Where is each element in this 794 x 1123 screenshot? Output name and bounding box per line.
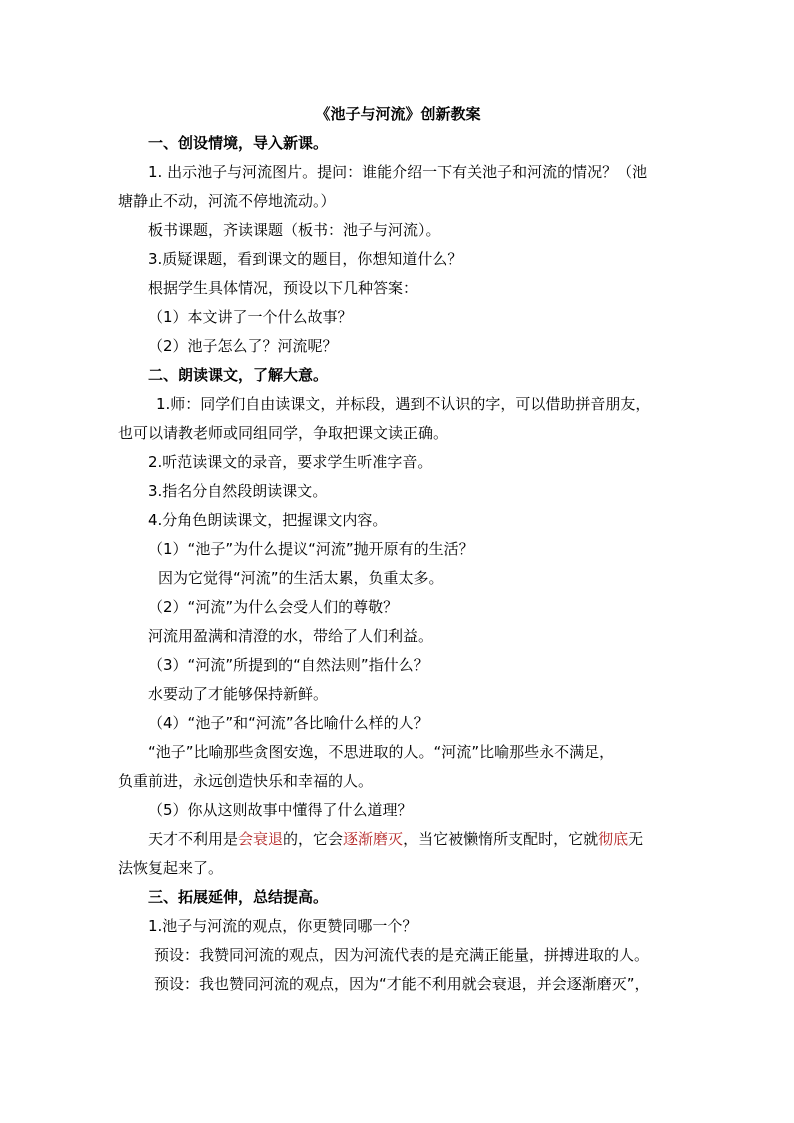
highlighted-phrase: 彻底 [598,830,629,848]
paragraph-line: 3.质疑课题，看到课文的题目，你想知道什么？ [148,250,463,268]
highlighted-phrase: 逐渐磨灭 [343,830,404,848]
paragraph-line: （1）“池子”为什么提议“河流”抛开原有的生活？ [148,540,474,558]
paragraph-line: 4.分角色朗读课文，把握课文内容。 [148,511,388,529]
lesson-plan-body [118,100,678,999]
paragraph-line: 预设：我赞同河流的观点，因为河流代表的是充满正能量，拼搏进取的人。 [154,946,650,964]
paragraph-line: 塘静止不动，河流不停地流动。） [118,192,336,210]
paragraph-line: 负重前进，永远创造快乐和幸福的人。 [118,772,374,790]
text-segment: 的，它会 [283,830,344,848]
paragraph-line: 1.池子与河流的观点，你更赞同哪一个？ [148,917,418,935]
paragraph-line: 也可以请教老师或同组同学，争取把课文读正确。 [118,424,449,442]
paragraph-line: （2）池子怎么了？河流呢？ [148,337,338,355]
document-lines [118,129,678,999]
document-title: 《池子与河流》创新教案 [315,105,481,123]
paragraph-line: 1.师：同学们自由读课文，并标段，遇到不认识的字，可以借助拼音朋友， [156,395,651,413]
section-heading: 三、拓展延伸，总结提高。 [148,888,329,906]
paragraph-line: 1. 出示池子与河流图片。提问：谁能介绍一下有关池子和河流的情况？（池 [148,163,648,181]
paragraph-line: （4）“池子”和“河流”各比喻什么样的人？ [148,714,429,732]
paragraph-line: 板书课题，齐读课题（板书：池子与河流）。 [148,221,441,239]
paragraph-line: 3.指名分自然段朗读课文。 [148,482,328,500]
paragraph-line: 预设：我也赞同河流的观点，因为“才能不利用就会衰退，并会逐渐磨灭”， [154,975,650,993]
section-heading: 二、朗读课文，了解大意。 [148,366,329,384]
section-heading: 一、创设情境，导入新课。 [148,134,329,152]
text-segment: 天才不利用是 [148,830,239,848]
text-segment: ，当它被懒惰所支配时，它就 [403,830,599,848]
text-segment: 无 [628,830,644,848]
paragraph-line: （5）你从这则故事中懂得了什么道理？ [148,801,413,819]
paragraph-line: 2.听范读课文的录音，要求学生听准字音。 [148,453,433,471]
paragraph-line: 水要动了才能够保持新鲜。 [148,685,329,703]
paragraph-line: （2）“河流”为什么会受人们的尊敬？ [148,598,399,616]
paragraph-line: 因为它觉得“河流”的生活太累，负重太多。 [158,569,444,587]
paragraph-line: （1）本文讲了一个什么故事？ [148,308,353,326]
paragraph-line: 河流用盈满和清澄的水，带给了人们利益。 [148,627,434,645]
paragraph-line: 法恢复起来了。 [118,859,224,877]
highlighted-phrase: 会衰退 [238,830,284,848]
paragraph-line: “池子”比喻那些贪图安逸，不思进取的人。“河流”比喻那些永不满足， [148,743,615,761]
paragraph-line: （3）“河流”所提到的“自然法则”指什么？ [148,656,429,674]
paragraph-line: 根据学生具体情况，预设以下几种答案： [148,279,419,297]
paragraph-line [118,825,678,854]
